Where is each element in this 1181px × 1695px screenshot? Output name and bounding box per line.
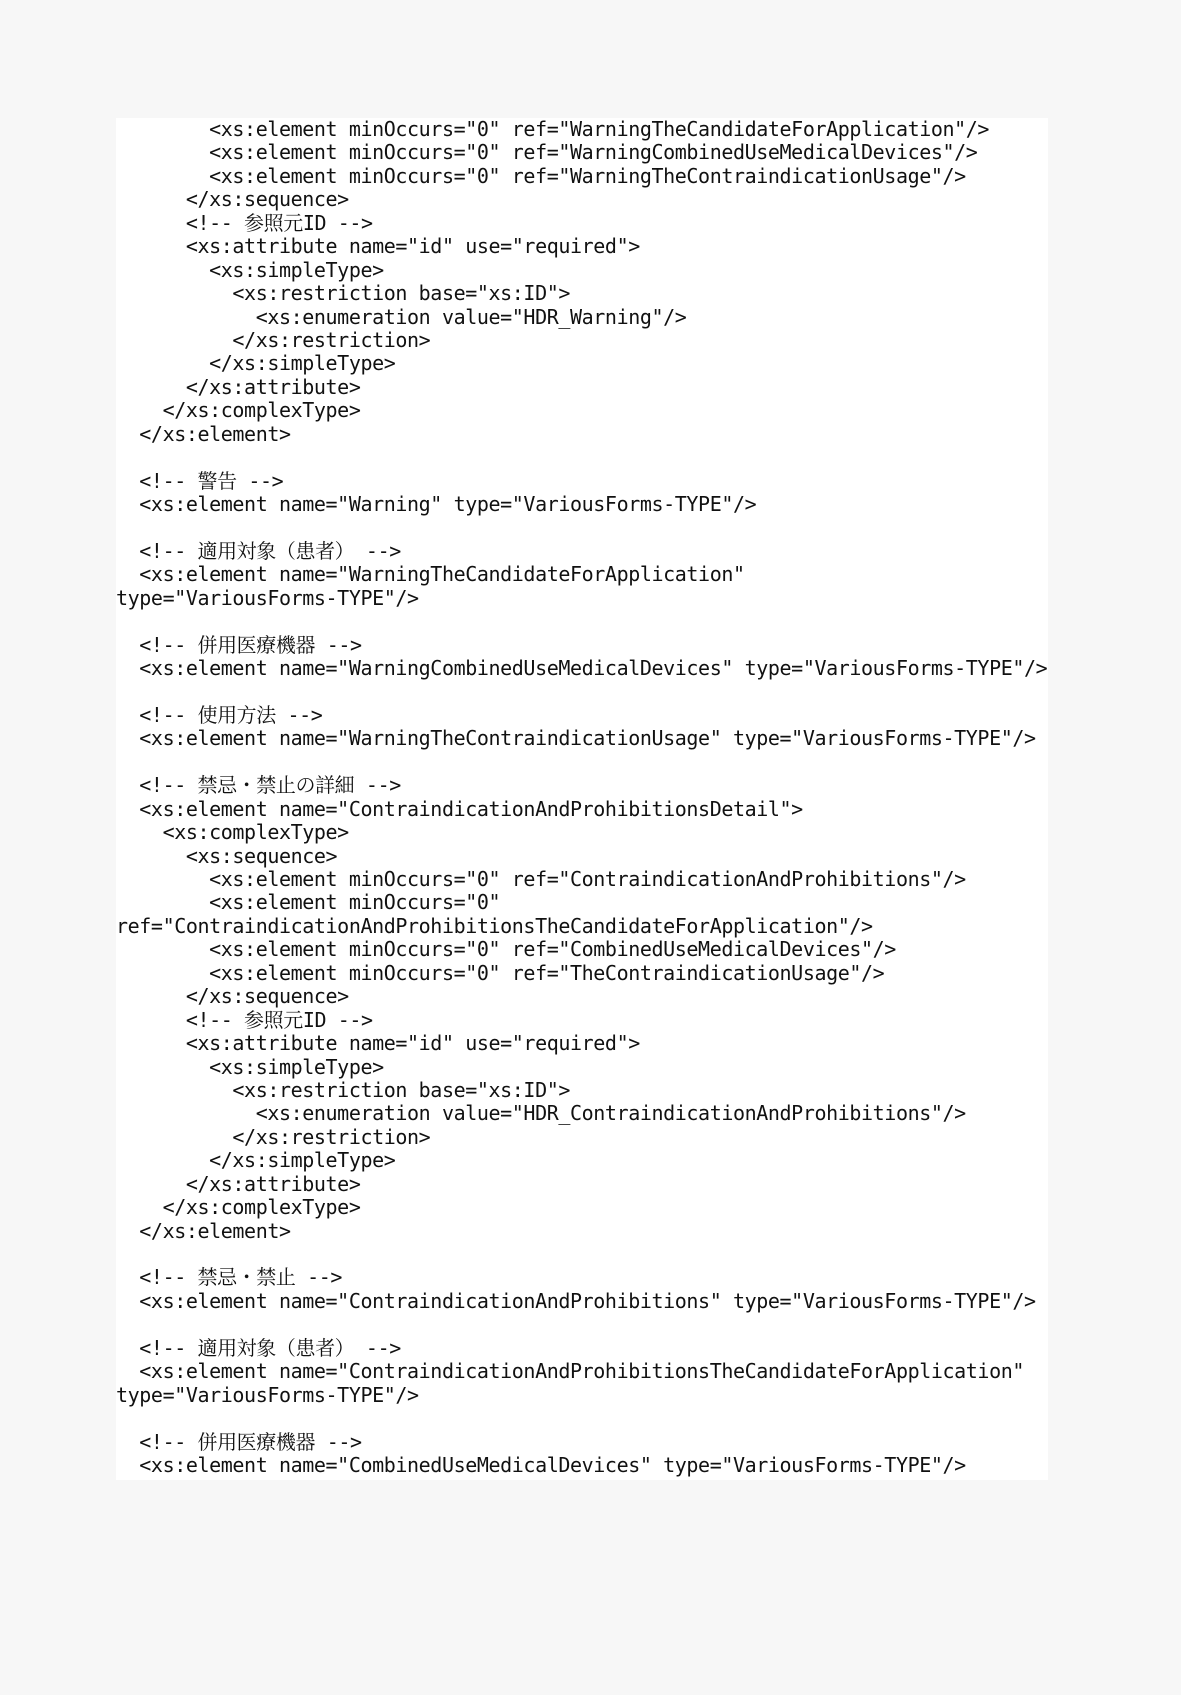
code-line: </xs:complexType> <box>116 398 361 423</box>
code-line: <xs:enumeration value="HDR_Warning"/> <box>116 304 687 329</box>
blank-line <box>116 1407 1048 1430</box>
code-line: </xs:element> <box>116 421 291 446</box>
code-line: <xs:element name="WarningCombinedUseMedicalDevices" type="VariousForms-TYPE"/> <box>116 656 1048 681</box>
code-comment: <!-- 参照元ID --> <box>116 1007 373 1032</box>
code-line: </xs:restriction> <box>116 1124 431 1149</box>
code-line: type="VariousForms-TYPE"/> <box>116 585 419 610</box>
code-comment: <!-- 警告 --> <box>116 468 284 493</box>
code-line: <xs:element minOccurs="0" <box>116 890 501 915</box>
blank-line <box>116 1313 1048 1336</box>
code-line: <xs:attribute name="id" use="required"> <box>116 1031 640 1056</box>
code-line: <xs:simpleType> <box>116 1054 384 1079</box>
blank-line <box>116 1243 1048 1266</box>
code-line: <xs:element minOccurs="0" ref="ContraindicationAndProhibitions"/> <box>116 867 966 891</box>
code-line: <xs:element name="ContraindicationAndProhibitions" type="VariousForms-TYPE"/> <box>116 1288 1036 1313</box>
blank-line <box>116 751 1048 774</box>
code-comment: <!-- 適用対象（患者） --> <box>116 1335 401 1360</box>
code-line: <xs:sequence> <box>116 843 338 868</box>
code-line: <xs:element name="Warning" type="VariousForms-TYPE"/> <box>116 492 757 516</box>
code-line: <xs:element minOccurs="0" ref="WarningTheContraindicationUsage"/> <box>116 163 966 188</box>
code-line: </xs:attribute> <box>116 1171 361 1196</box>
code-line: type="VariousForms-TYPE"/> <box>116 1382 419 1407</box>
code-line: </xs:complexType> <box>116 1195 361 1220</box>
blank-line <box>116 446 1048 469</box>
code-line: <xs:element name="WarningTheContraindicationUsage" type="VariousForms-TYPE"/> <box>116 726 1036 751</box>
code-comment: <!-- 禁忌・禁止 --> <box>116 1265 343 1290</box>
blank-line <box>116 610 1048 633</box>
code-line: </xs:element> <box>116 1218 291 1243</box>
code-line: </xs:simpleType> <box>116 351 396 376</box>
code-line: </xs:simpleType> <box>116 1148 396 1173</box>
code-line: <xs:element minOccurs="0" ref="WarningTheCandidateForApplication"/> <box>116 117 990 141</box>
code-line: <xs:enumeration value="HDR_ContraindicationAndProhibitions"/> <box>116 1101 966 1126</box>
code-line: <xs:element name="WarningTheCandidateForApplication" <box>116 562 745 587</box>
code-line: </xs:sequence> <box>116 187 349 212</box>
code-comment: <!-- 使用方法 --> <box>116 702 323 727</box>
code-line: </xs:sequence> <box>116 984 349 1009</box>
code-line: <xs:restriction base="xs:ID"> <box>116 1077 570 1102</box>
blank-line <box>116 516 1048 539</box>
blank-line <box>116 681 1048 704</box>
code-line: <!-- 参照元ID --> <box>116 210 373 235</box>
code-comment: <!-- 併用医療機器 --> <box>116 1429 362 1454</box>
code-line: <xs:element name="CombinedUseMedicalDevices" type="VariousForms-TYPE"/> <box>116 1452 966 1477</box>
code-line: <xs:element name="ContraindicationAndProhibitionsTheCandidateForApplication" <box>116 1359 1024 1384</box>
code-line: <xs:element minOccurs="0" ref="TheContraindicationUsage"/> <box>116 960 885 985</box>
code-line: <xs:element name="ContraindicationAndProhibitionsDetail"> <box>116 796 803 821</box>
code-comment: <!-- 併用医療機器 --> <box>116 632 362 657</box>
code-line: ref="ContraindicationAndProhibitionsTheCandidateForApplication"/> <box>116 913 873 938</box>
code-line: </xs:restriction> <box>116 327 431 352</box>
code-line: <xs:complexType> <box>116 820 349 845</box>
code-line: <xs:element minOccurs="0" ref="WarningCombinedUseMedicalDevices"/> <box>116 140 978 165</box>
code-comment: <!-- 適用対象（患者） --> <box>116 538 401 563</box>
code-line: <xs:attribute name="id" use="required"> <box>116 234 640 259</box>
code-line: <xs:simpleType> <box>116 257 384 282</box>
code-line: </xs:attribute> <box>116 374 361 399</box>
code-comment: <!-- 禁忌・禁止の詳細 --> <box>116 773 401 798</box>
code-line: <xs:restriction base="xs:ID"> <box>116 281 570 306</box>
code-line: <xs:element minOccurs="0" ref="CombinedUseMedicalDevices"/> <box>116 937 896 962</box>
xml-schema-code <box>116 118 1048 1477</box>
